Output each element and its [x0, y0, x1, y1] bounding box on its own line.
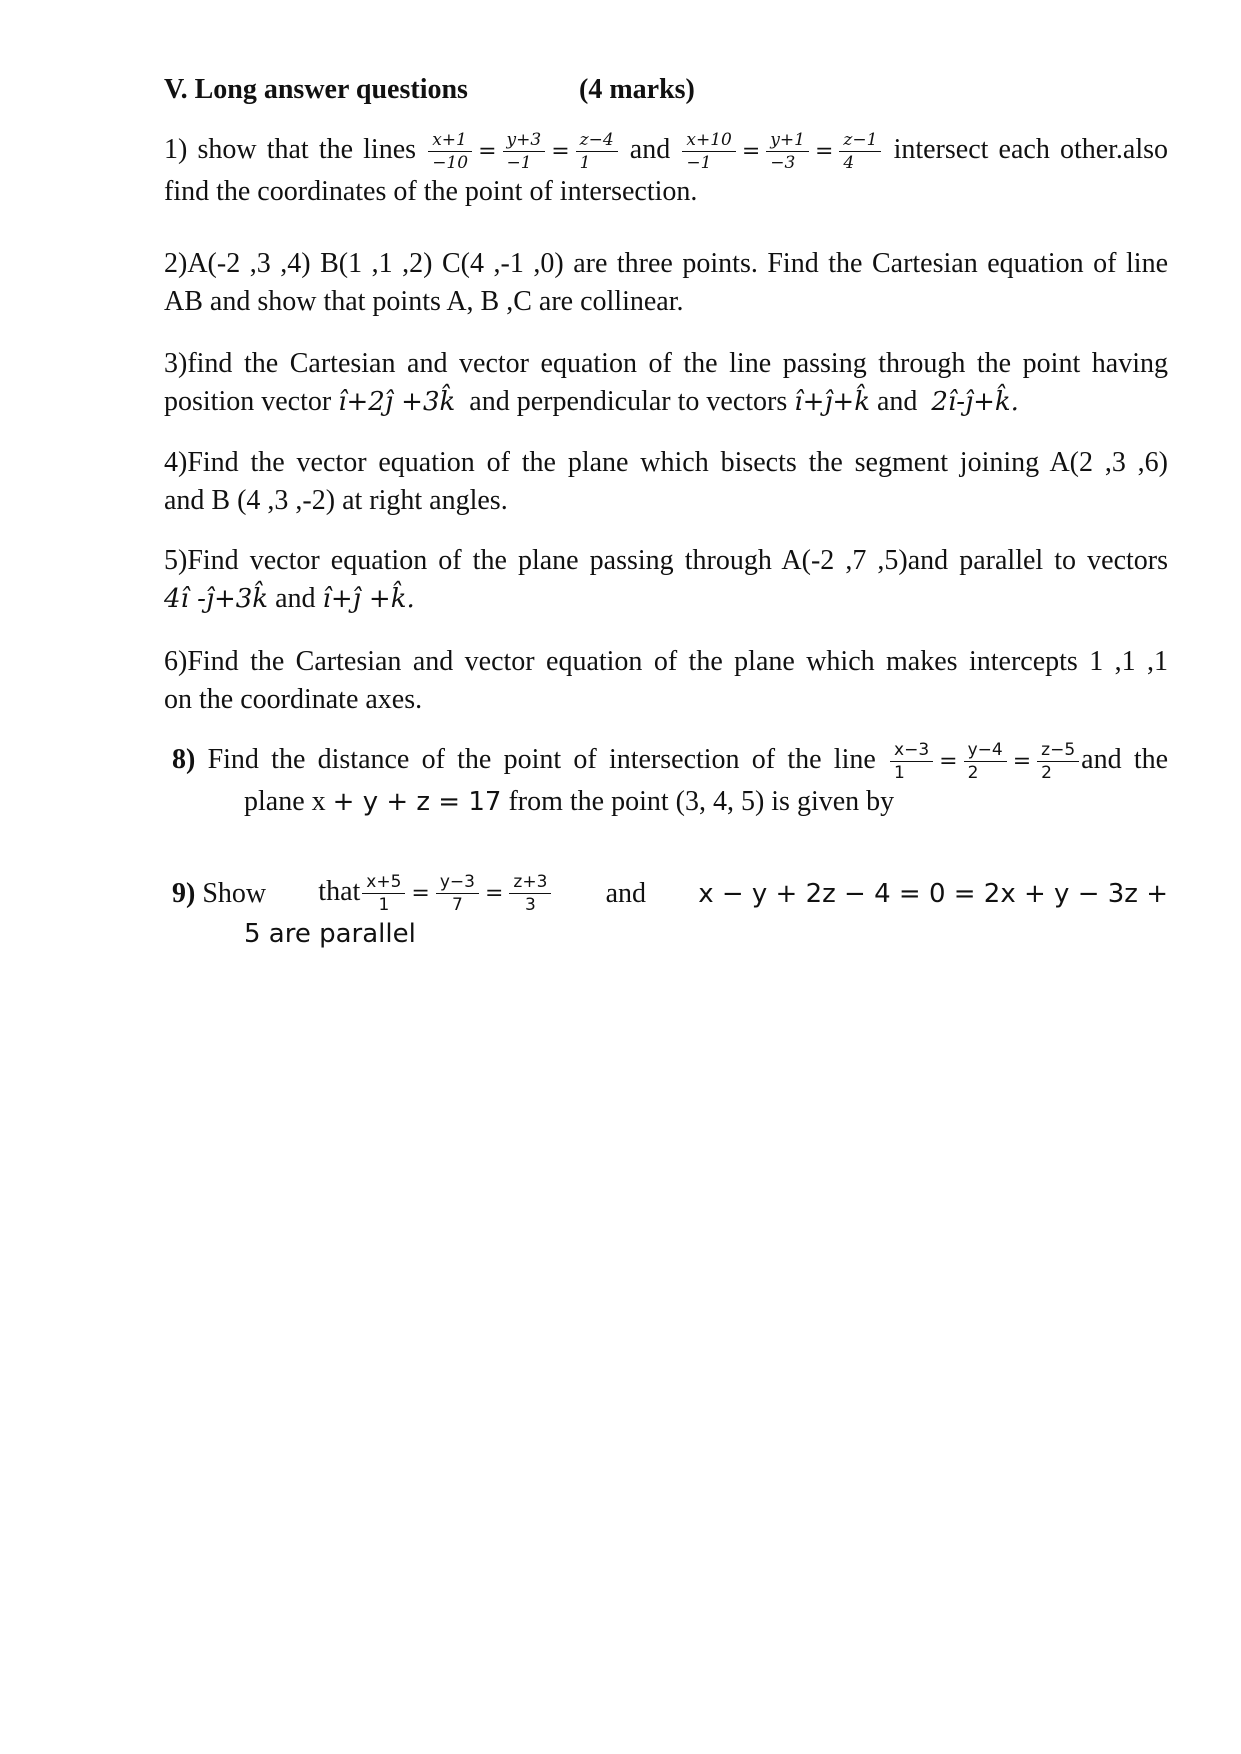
question-9-that: that — [318, 875, 361, 907]
plane-equation: + y + z = 17 — [332, 787, 502, 817]
question-9-plane-equation: x − y + 2z − 4 = 0 = 2x + y − 3z + — [698, 878, 1168, 909]
section-marks: (4 marks) — [579, 74, 695, 105]
question-6-line-2: on the coordinate axes. — [164, 684, 423, 715]
fraction — [509, 872, 551, 915]
section-title: V. Long answer questions — [164, 74, 468, 105]
equals-sign: = — [551, 138, 570, 164]
question-9-line-1 — [172, 872, 1168, 915]
question-5 — [164, 542, 1168, 618]
fraction — [576, 130, 618, 173]
question-5-line-2 — [164, 580, 1168, 618]
equals-sign: = — [1012, 748, 1032, 774]
question-3 — [164, 345, 1168, 421]
fraction-numerator: z−4 — [576, 130, 618, 152]
section-heading — [164, 74, 695, 106]
question-9-line-equation — [318, 872, 553, 915]
question-3-perp-text: and perpendicular to vectors — [469, 386, 788, 417]
question-2 — [164, 245, 1168, 321]
question-1-and: and — [629, 133, 671, 165]
question-1-line-2: find the coordinates of the point of intersection. — [164, 176, 698, 207]
fraction-numerator: y−4 — [964, 740, 1007, 762]
question-9-show: Show — [202, 877, 267, 909]
question-9 — [172, 872, 1168, 953]
equals-sign: = — [411, 880, 430, 906]
fraction — [964, 740, 1007, 783]
fraction — [890, 740, 933, 783]
vector-2: î+ĵ +k̂. — [322, 584, 415, 614]
question-1-line-1 — [164, 130, 1168, 173]
vector-1: 4î -ĵ+3k̂ — [164, 584, 269, 614]
fraction — [503, 130, 546, 173]
question-8-line-1 — [172, 740, 1168, 783]
question-8-plane-pre: plane x — [244, 786, 326, 817]
question-6 — [164, 643, 1168, 719]
vector-2: 2î-ĵ+k̂. — [931, 387, 1019, 417]
fraction — [839, 130, 881, 173]
fraction-numerator: x+10 — [682, 130, 735, 152]
question-9-line-2: 5 are parallel — [244, 919, 416, 949]
fraction-denominator: 2 — [1041, 763, 1052, 783]
fraction-denominator: 3 — [525, 895, 536, 915]
equals-sign: = — [814, 138, 834, 164]
fraction-numerator: z−1 — [839, 130, 881, 152]
fraction — [428, 130, 472, 173]
question-8-number: 8) — [172, 743, 196, 775]
equals-sign: = — [741, 138, 761, 164]
fraction-denominator: −1 — [686, 153, 712, 173]
fraction-numerator: z+3 — [509, 872, 551, 894]
fraction-numerator: x+1 — [428, 130, 472, 152]
question-1-prefix: 1) show that the lines — [164, 133, 417, 165]
fraction-denominator: 7 — [452, 895, 463, 915]
fraction — [1037, 740, 1079, 783]
position-vector: î+2ĵ +3k̂ — [338, 387, 456, 417]
question-4 — [164, 444, 1168, 520]
question-8-text: Find the distance of the point of intersection of the line — [207, 743, 876, 775]
fraction — [766, 130, 809, 173]
question-5-line-1: 5)Find vector equation of the plane passing through A(-2 ,7 ,5)and parallel to vectors — [164, 545, 1168, 576]
fraction-numerator: z−5 — [1037, 740, 1079, 762]
question-8-line-2 — [172, 783, 1168, 821]
question-3-line-1: 3)find the Cartesian and vector equation of the line passing through the point having — [164, 348, 1168, 379]
fraction-numerator: y−3 — [436, 872, 479, 894]
equals-sign: = — [478, 138, 497, 164]
question-4-line-1: 4)Find the vector equation of the plane which bisects the segment joining A(2 ,3 ,6) — [164, 447, 1168, 478]
fraction-denominator: 2 — [967, 763, 979, 783]
question-3-pos-text: position vector — [164, 386, 332, 417]
fraction-denominator: −10 — [432, 153, 469, 173]
equals-sign: = — [484, 880, 504, 906]
fraction — [436, 872, 479, 915]
fraction-denominator: 1 — [894, 763, 905, 783]
fraction-denominator: −3 — [770, 153, 796, 173]
fraction-denominator: 4 — [843, 153, 855, 173]
question-1 — [164, 130, 1168, 211]
fraction-numerator: y+1 — [766, 130, 809, 152]
question-1-suffix: intersect each other.also — [893, 133, 1169, 165]
question-4-line-2: and B (4 ,3 ,-2) at right angles. — [164, 485, 508, 516]
question-9-lead — [172, 875, 266, 913]
question-2-line-2: AB and show that points A, B ,C are collinear. — [164, 286, 684, 317]
fraction-numerator: y+3 — [503, 130, 546, 152]
question-5-and: and — [275, 583, 316, 614]
fraction-numerator: x−3 — [890, 740, 933, 762]
fraction-denominator: 1 — [378, 895, 390, 915]
question-9-and: and — [605, 877, 647, 909]
question-8-plane-post: from the point (3, 4, 5) is given by — [508, 786, 895, 817]
fraction — [362, 872, 405, 915]
equals-sign: = — [939, 748, 958, 774]
question-3-and: and — [876, 386, 918, 417]
fraction-denominator: 1 — [579, 153, 591, 173]
question-8-text-end: and the — [1081, 743, 1169, 775]
vector-1: î+ĵ+k̂ — [794, 387, 870, 417]
question-8 — [172, 740, 1168, 821]
question-6-line-1: 6)Find the Cartesian and vector equation of the plane which makes intercepts 1 ,1 ,1 — [164, 646, 1168, 677]
question-3-line-2 — [164, 383, 1168, 421]
fraction — [682, 130, 735, 173]
fraction-denominator: −1 — [506, 153, 532, 173]
question-2-line-1: 2)A(-2 ,3 ,4) B(1 ,1 ,2) C(4 ,-1 ,0) are three points. Find the Cartesian equation of line — [164, 248, 1168, 279]
fraction-numerator: x+5 — [362, 872, 405, 894]
question-9-number: 9) — [172, 877, 196, 909]
